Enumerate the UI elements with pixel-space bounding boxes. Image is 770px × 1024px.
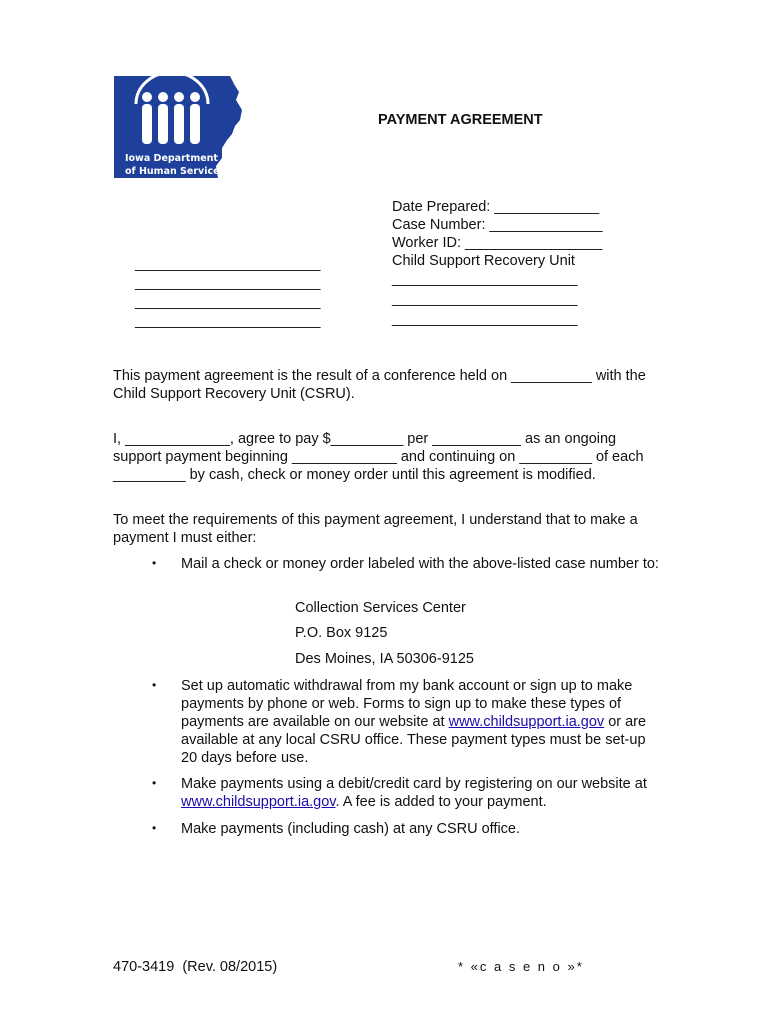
iowa-dhs-logo <box>110 74 245 180</box>
childsupport-website-link[interactable]: www.childsupport.ia.gov <box>448 714 605 730</box>
date-prepared-field: Date Prepared: _____________ <box>392 199 600 215</box>
mailing-address-line-2: P.O. Box 9125 <box>295 625 388 641</box>
conference-paragraph: This payment agreement is the result of a conference held on __________ with the Child Support Recovery Unit (CSRU). <box>113 368 646 402</box>
form-number: 470-3419 (Rev. 08/2015) <box>113 959 278 975</box>
bullet-marker: • <box>152 556 157 570</box>
unit-address-blank-3: _______________________ <box>392 311 578 327</box>
unit-address-blank-1: _______________________ <box>392 271 578 287</box>
agreement-paragraph: I, _____________, agree to pay $_________ per ___________ as an ongoing support payment beginning _____________ and continuing on _________ of each _________ by cash, check or money order until this agreement is modified. <box>113 431 644 483</box>
bullet-2-text-after: or are available at any local CSRU office. These payment types must be set-up 20 days before use. <box>181 714 647 766</box>
logo-line-1: Iowa Department <box>125 153 218 164</box>
bullet-marker: • <box>152 821 157 835</box>
bullet-office-payment: Make payments (including cash) at any CSRU office. <box>181 821 521 837</box>
mailing-address-line-1: Collection Services Center <box>295 600 466 616</box>
bullet-automatic-withdrawal <box>181 677 659 767</box>
payer-address-blank: _______________________ <box>135 294 321 310</box>
unit-name: Child Support Recovery Unit <box>392 253 575 269</box>
requirements-paragraph: To meet the requirements of this payment agreement, I understand that to make a payment I must either: <box>113 512 638 546</box>
unit-address-blank-2: _______________________ <box>392 291 578 307</box>
mailing-address-line-3: Des Moines, IA 50306-9125 <box>295 651 474 667</box>
bullet-3-text-after: . A fee is added to your payment. <box>335 794 547 810</box>
bullet-2-text-before: Set up automatic withdrawal from my bank account or sign up to make payments by phone or web. Forms to sign up to make these types of payments are available on our website at <box>181 678 633 730</box>
bullet-marker: • <box>152 678 157 692</box>
payer-address-blank: _______________________ <box>135 275 321 291</box>
bullet-3-text-before: Make payments using a debit/credit card by registering on our website at <box>181 776 647 792</box>
payer-address-blank: _______________________ <box>135 256 321 272</box>
case-number-field: Case Number: ______________ <box>392 217 603 233</box>
document-title: PAYMENT AGREEMENT <box>378 112 543 128</box>
bullet-mail-check: Mail a check or money order labeled with the above-listed case number to: <box>181 556 659 572</box>
childsupport-website-link[interactable]: www.childsupport.ia.gov <box>181 794 336 810</box>
logo-line-2: of Human Services <box>125 166 226 177</box>
case-barcode: * «c a s e n o »* <box>458 959 584 974</box>
worker-id-field: Worker ID: _________________ <box>392 235 603 251</box>
bullet-card-payment <box>181 775 659 811</box>
bullet-marker: • <box>152 776 157 790</box>
payer-address-blank: _______________________ <box>135 313 321 329</box>
